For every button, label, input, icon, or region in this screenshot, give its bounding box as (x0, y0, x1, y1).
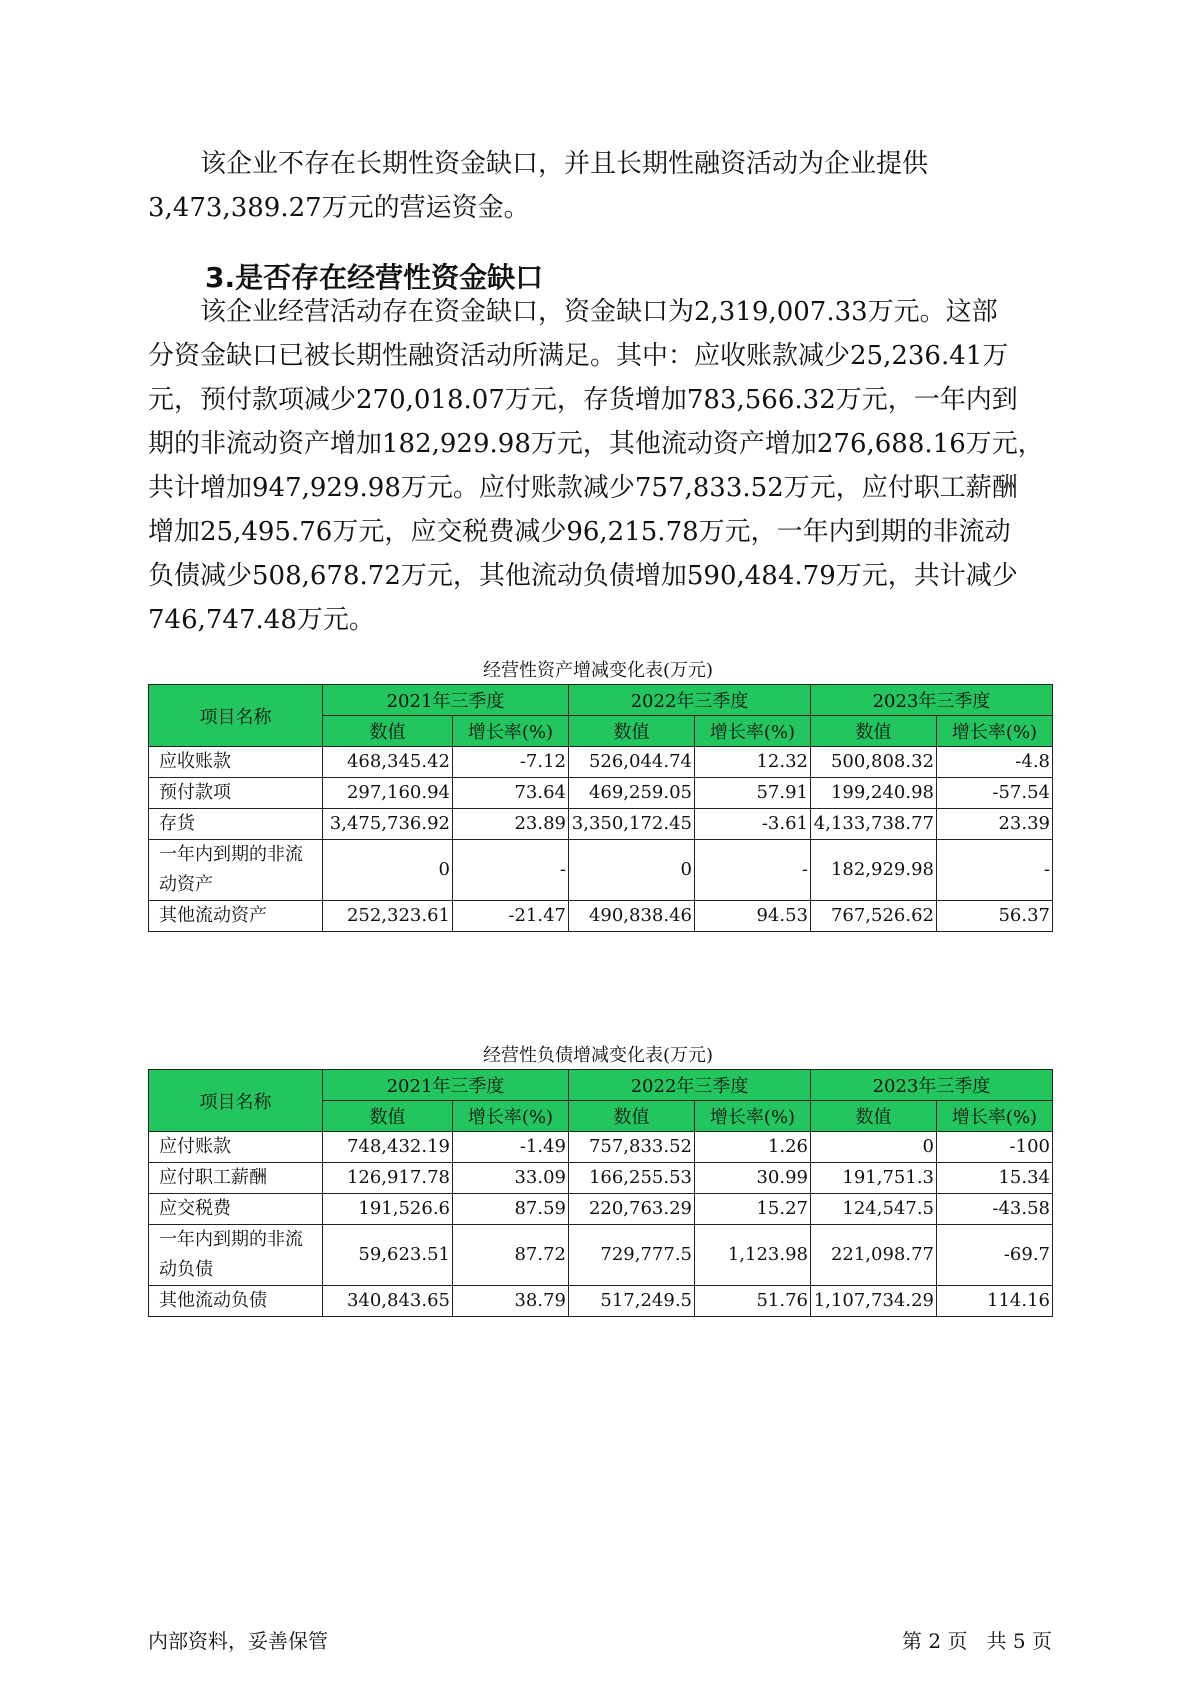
value-cell: 517,249.5 (569, 1286, 695, 1317)
value-cell: 469,259.05 (569, 778, 695, 809)
header-growth: 增长率(%) (695, 716, 811, 747)
paragraph-line: 负债减少508,678.72万元，其他流动负债增加590,484.79万元，共计减少 (148, 561, 1018, 591)
table-row (149, 778, 1053, 809)
header-value: 数值 (811, 1101, 937, 1132)
table-row (149, 840, 1053, 901)
growth-cell: 23.39 (937, 809, 1053, 840)
header-growth: 增长率(%) (453, 1101, 569, 1132)
paragraph-line: 增加25,495.76万元，应交税费减少96,215.78万元，一年内到期的非流动 (148, 517, 1011, 547)
growth-cell: -1.49 (453, 1132, 569, 1163)
growth-cell: 15.34 (937, 1163, 1053, 1194)
table-row (149, 901, 1053, 932)
growth-cell: -100 (937, 1132, 1053, 1163)
growth-cell: 73.64 (453, 778, 569, 809)
growth-cell: - (695, 840, 811, 901)
row-label: 一年内到期的非流动资产 (149, 840, 323, 901)
paragraph-line: 期的非流动资产增加182,929.98万元，其他流动资产增加276,688.16万元， (148, 429, 1044, 459)
header-growth: 增长率(%) (695, 1101, 811, 1132)
operating-assets-table (148, 684, 1053, 932)
paragraph-line: 746,747.48万元。 (148, 605, 375, 635)
growth-cell: 1,123.98 (695, 1225, 811, 1286)
value-cell: 500,808.32 (811, 747, 937, 778)
value-cell: 757,833.52 (569, 1132, 695, 1163)
value-cell: 221,098.77 (811, 1225, 937, 1286)
growth-cell: 12.32 (695, 747, 811, 778)
value-cell: 166,255.53 (569, 1163, 695, 1194)
operating-liabilities-table (148, 1069, 1053, 1317)
growth-cell: 15.27 (695, 1194, 811, 1225)
header-growth: 增长率(%) (937, 1101, 1053, 1132)
growth-cell: 33.09 (453, 1163, 569, 1194)
paragraph-line: 共计增加947,929.98万元。应付账款减少757,833.52万元，应付职工薪酬 (148, 473, 1018, 503)
value-cell: 199,240.98 (811, 778, 937, 809)
header-value: 数值 (811, 716, 937, 747)
table-row (149, 1194, 1053, 1225)
header-period: 2022年三季度 (569, 685, 811, 716)
page-number: 第 2 页 共 5 页 (902, 1629, 1052, 1653)
value-cell: 767,526.62 (811, 901, 937, 932)
paragraph-line: 3,473,389.27万元的营运资金。 (148, 193, 530, 223)
footer-note: 内部资料，妥善保管 (148, 1629, 328, 1653)
row-label: 存货 (149, 809, 323, 840)
table-row (149, 1132, 1053, 1163)
value-cell: 252,323.61 (323, 901, 453, 932)
value-cell: 748,432.19 (323, 1132, 453, 1163)
header-value: 数值 (569, 716, 695, 747)
header-value: 数值 (323, 716, 453, 747)
value-cell: 3,350,172.45 (569, 809, 695, 840)
value-cell: 468,345.42 (323, 747, 453, 778)
header-period: 2021年三季度 (323, 685, 569, 716)
value-cell: 297,160.94 (323, 778, 453, 809)
growth-cell: 38.79 (453, 1286, 569, 1317)
growth-cell: -57.54 (937, 778, 1053, 809)
row-label: 其他流动资产 (149, 901, 323, 932)
value-cell: 191,751.3 (811, 1163, 937, 1194)
growth-cell: - (937, 840, 1053, 901)
header-value: 数值 (323, 1101, 453, 1132)
header-growth: 增长率(%) (937, 716, 1053, 747)
row-label: 预付款项 (149, 778, 323, 809)
growth-cell: 57.91 (695, 778, 811, 809)
paragraph-line: 该企业不存在长期性资金缺口，并且长期性融资活动为企业提供 (200, 149, 929, 179)
row-label: 应交税费 (149, 1194, 323, 1225)
growth-cell: 56.37 (937, 901, 1053, 932)
row-label: 应付账款 (149, 1132, 323, 1163)
value-cell: 220,763.29 (569, 1194, 695, 1225)
row-label: 应付职工薪酬 (149, 1163, 323, 1194)
value-cell: 3,475,736.92 (323, 809, 453, 840)
section-heading: 3.是否存在经营性资金缺口 (205, 261, 544, 294)
growth-cell: -43.58 (937, 1194, 1053, 1225)
growth-cell: 51.76 (695, 1286, 811, 1317)
value-cell: 59,623.51 (323, 1225, 453, 1286)
header-period: 2023年三季度 (811, 685, 1053, 716)
gap-paragraph (148, 290, 1048, 642)
value-cell: 191,526.6 (323, 1194, 453, 1225)
value-cell: 729,777.5 (569, 1225, 695, 1286)
growth-cell: -7.12 (453, 747, 569, 778)
table-caption: 经营性负债增减变化表(万元) (482, 1045, 714, 1066)
paragraph-line: 该企业经营活动存在资金缺口，资金缺口为2,319,007.33万元。这部 (200, 297, 998, 327)
value-cell: 526,044.74 (569, 747, 695, 778)
value-cell: 126,917.78 (323, 1163, 453, 1194)
value-cell: 4,133,738.77 (811, 809, 937, 840)
growth-cell: -4.8 (937, 747, 1053, 778)
paragraph-line: 分资金缺口已被长期性融资活动所满足。其中：应收账款减少25,236.41万 (148, 341, 1009, 371)
paragraph-line: 元，预付款项减少270,018.07万元，存货增加783,566.32万元，一年内到 (148, 385, 1018, 415)
value-cell: 1,107,734.29 (811, 1286, 937, 1317)
growth-cell: - (453, 840, 569, 901)
growth-cell: 114.16 (937, 1286, 1053, 1317)
value-cell: 0 (323, 840, 453, 901)
header-period: 2021年三季度 (323, 1070, 569, 1101)
value-cell: 182,929.98 (811, 840, 937, 901)
table-caption: 经营性资产增减变化表(万元) (482, 660, 714, 681)
value-cell: 490,838.46 (569, 901, 695, 932)
row-label: 一年内到期的非流动负债 (149, 1225, 323, 1286)
header-period: 2023年三季度 (811, 1070, 1053, 1101)
growth-cell: 87.72 (453, 1225, 569, 1286)
value-cell: 0 (811, 1132, 937, 1163)
growth-cell: 30.99 (695, 1163, 811, 1194)
header-project-name: 项目名称 (149, 1070, 323, 1132)
header-project-name: 项目名称 (149, 685, 323, 747)
growth-cell: -69.7 (937, 1225, 1053, 1286)
value-cell: 340,843.65 (323, 1286, 453, 1317)
header-value: 数值 (569, 1101, 695, 1132)
header-period: 2022年三季度 (569, 1070, 811, 1101)
table-row (149, 809, 1053, 840)
row-label: 其他流动负债 (149, 1286, 323, 1317)
growth-cell: 94.53 (695, 901, 811, 932)
intro-paragraph (148, 142, 1048, 230)
growth-cell: 1.26 (695, 1132, 811, 1163)
growth-cell: 23.89 (453, 809, 569, 840)
header-growth: 增长率(%) (453, 716, 569, 747)
table-row (149, 747, 1053, 778)
value-cell: 0 (569, 840, 695, 901)
growth-cell: 87.59 (453, 1194, 569, 1225)
growth-cell: -3.61 (695, 809, 811, 840)
value-cell: 124,547.5 (811, 1194, 937, 1225)
row-label: 应收账款 (149, 747, 323, 778)
growth-cell: -21.47 (453, 901, 569, 932)
table-row (149, 1225, 1053, 1286)
table-row (149, 1286, 1053, 1317)
table-row (149, 1163, 1053, 1194)
